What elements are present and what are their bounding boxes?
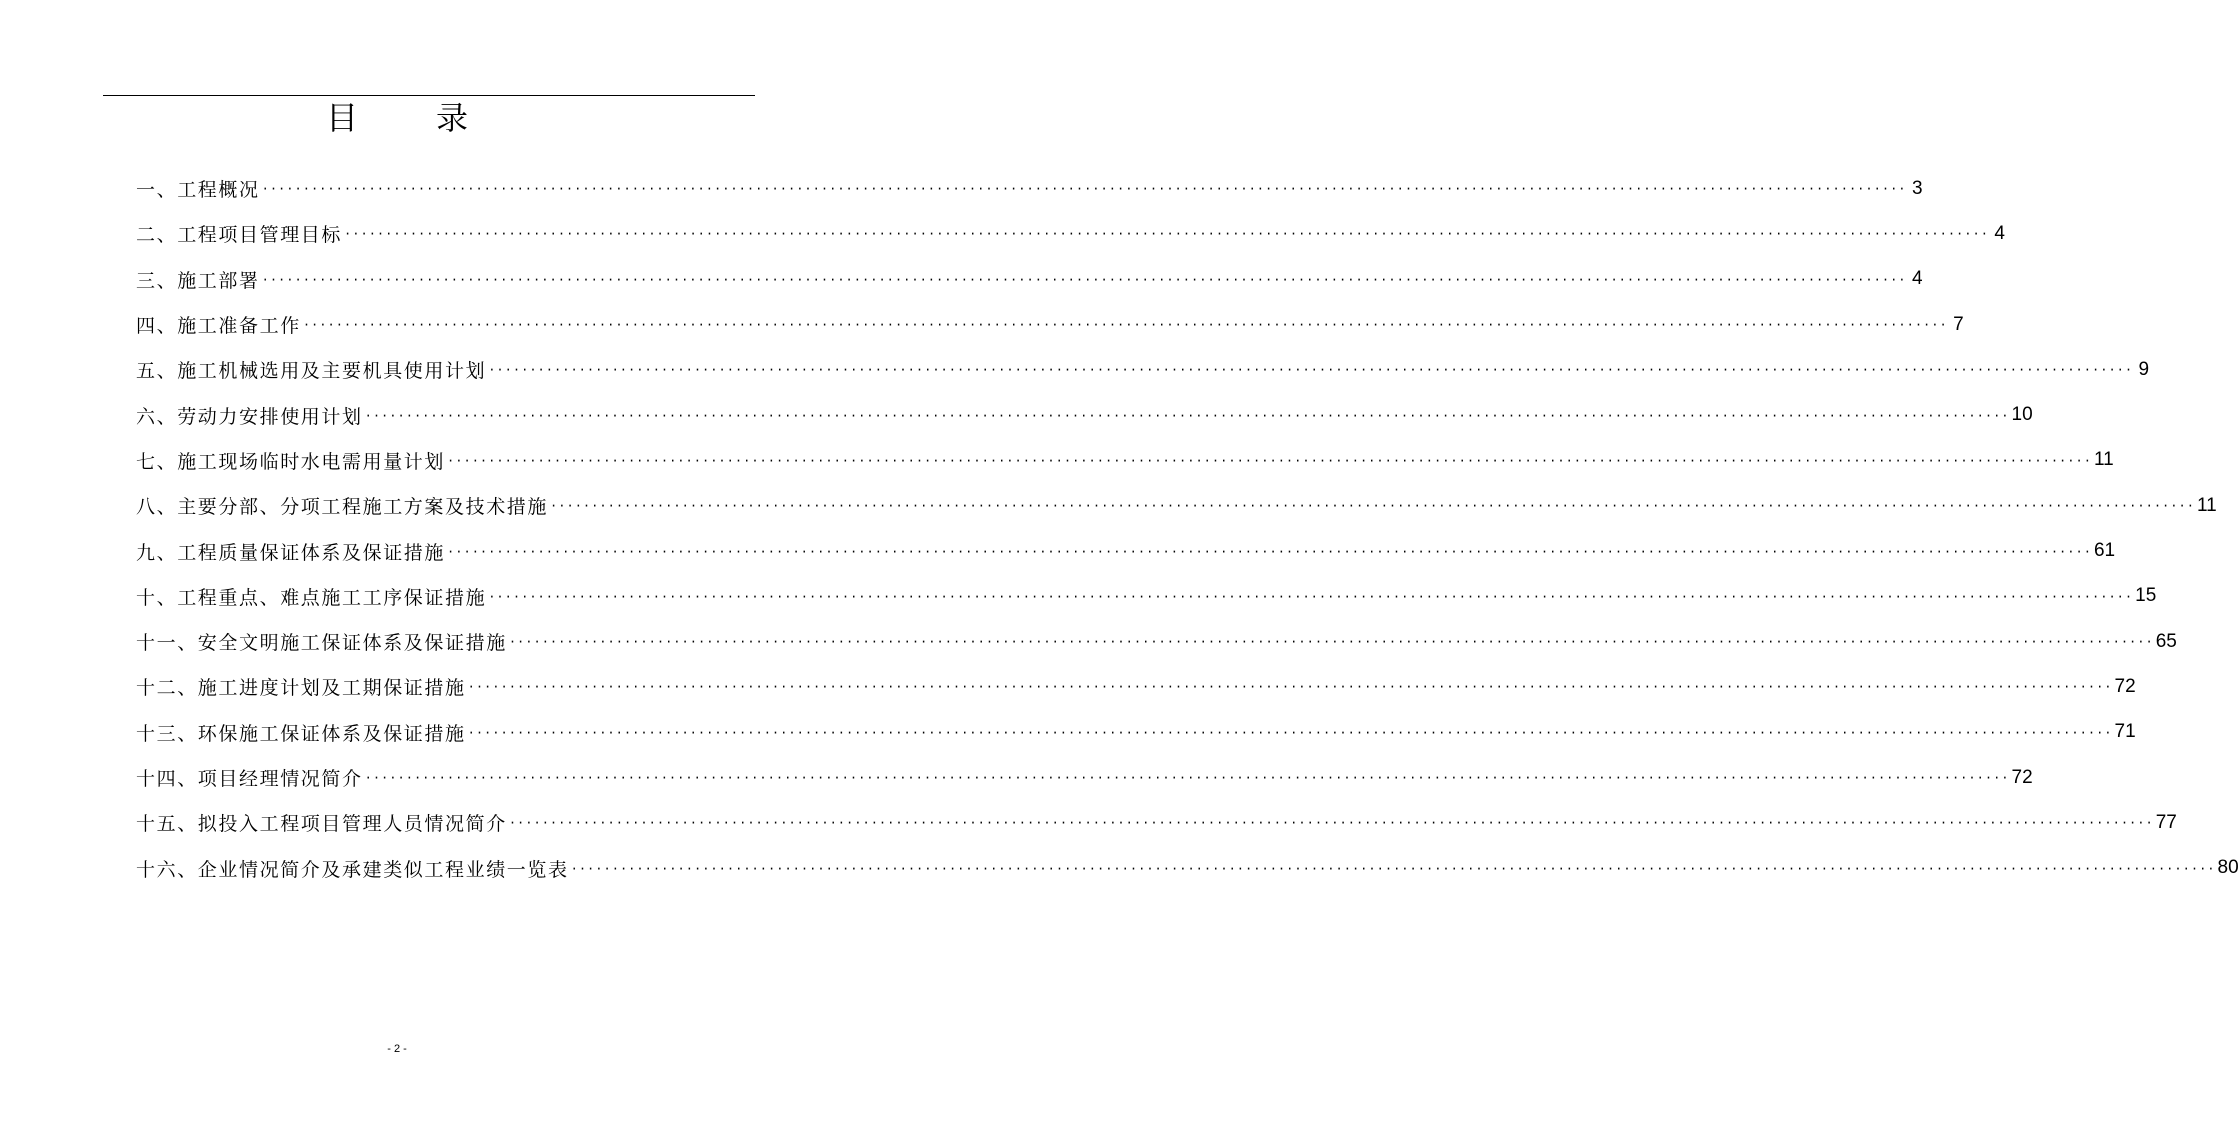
toc-page-number: 15 [2135,585,2157,607]
toc-page-number: 72 [2114,675,2136,697]
toc-entry-label: 五、施工机械选用及主要机具使用计划 [136,360,487,383]
toc-dot-leader: ········································································································································································································ [447,453,2092,468]
toc-row[interactable] [136,166,1923,211]
toc-row[interactable] [136,800,2177,845]
toc-row[interactable] [136,347,2150,392]
toc-entry-label: 八、主要分部、分项工程施工方案及技术措施 [136,496,549,519]
toc-row[interactable] [136,483,2217,528]
toc-page-number: 71 [2114,721,2136,743]
toc-dot-leader: ········································································································································································································ [550,499,2195,514]
toc-page-number: 80 [2217,857,2239,879]
toc-dot-leader: ········································································································································································································ [570,861,2216,876]
toc-row[interactable] [136,528,2116,573]
toc-page-number: 3 [1911,177,1923,199]
toc-row[interactable] [136,710,2136,755]
toc-row[interactable] [136,619,2177,664]
toc-dot-leader: ········································································································································································································ [488,363,2134,378]
toc-row[interactable] [136,392,2033,437]
toc-entry-label: 四、施工准备工作 [136,315,301,338]
toc-row[interactable] [136,302,1964,347]
toc-page-number: 11 [2196,494,2217,516]
toc-dot-leader: ········································································································································································································ [302,318,1948,333]
toc-row[interactable] [136,257,1923,302]
toc-page-number: 10 [2011,404,2033,426]
toc-page-number: 77 [2155,811,2177,833]
toc-page-number: 65 [2155,630,2177,652]
toc-row[interactable] [136,664,2136,709]
toc-entry-label: 二、工程项目管理目标 [136,224,343,247]
title-char-2: 录 [436,99,469,137]
toc-row[interactable] [136,755,2033,800]
toc-dot-leader: ········································································································································································································ [488,589,2134,604]
toc-dot-leader: ········································································································································································································ [467,680,2113,695]
toc-row[interactable] [136,211,2005,256]
toc-page-number: 72 [2011,766,2033,788]
toc-dot-leader: ········································································································································································································ [467,725,2113,740]
toc-entry-label: 十、工程重点、难点施工工序保证措施 [136,586,487,609]
toc-page-number: 4 [1911,268,1923,290]
toc-row[interactable] [136,438,2114,483]
toc-dot-leader: ········································································································································································································ [364,408,2010,423]
toc-dot-leader: ········································································································································································································ [364,771,2010,785]
toc-page-number: 11 [2093,449,2114,471]
toc-entry-label: 十六、企业情况简介及承建类似工程业绩一览表 [136,858,569,881]
toc-entry-label: 七、施工现场临时水电需用量计划 [136,450,446,473]
toc-dot-leader: ········································································································································································································ [508,635,2154,650]
toc-dot-leader: ········································································································································································································ [261,182,1907,197]
toc-dot-leader: ········································································································································································································ [447,544,2092,559]
toc-page-number: 61 [2093,540,2116,562]
toc-entry-label: 一、工程概况 [136,179,260,202]
toc-entry-label: 十三、环保施工保证体系及保证措施 [136,722,466,745]
toc-entry-label: 十五、拟投入工程项目管理人员情况简介 [136,813,507,836]
toc-dot-leader: ········································································································································································································ [261,272,1907,287]
toc-dot-leader: ········································································································································································································ [508,816,2154,831]
toc-page-number: 9 [2138,358,2150,380]
toc-entry-label: 十一、安全文明施工保证体系及保证措施 [136,632,507,655]
toc-entry-label: 十二、施工进度计划及工期保证措施 [136,677,466,700]
page-title [0,96,794,140]
toc-dot-leader: ········································································································································································································ [344,227,1989,242]
toc-entry-label: 六、劳动力安排使用计划 [136,405,363,428]
toc-page-number: 7 [1953,313,1964,335]
toc-list [136,166,2239,891]
toc-entry-label: 十四、项目经理情况简介 [136,768,363,790]
toc-row[interactable] [136,574,2157,619]
toc-page-number: 4 [1994,222,2005,244]
title-char-1: 目 [325,99,358,137]
toc-row[interactable] [136,845,2239,890]
page-number-footer: - 2 - [387,1043,407,1055]
toc-entry-label: 三、施工部署 [136,269,260,292]
toc-entry-label: 九、工程质量保证体系及保证措施 [136,541,446,564]
